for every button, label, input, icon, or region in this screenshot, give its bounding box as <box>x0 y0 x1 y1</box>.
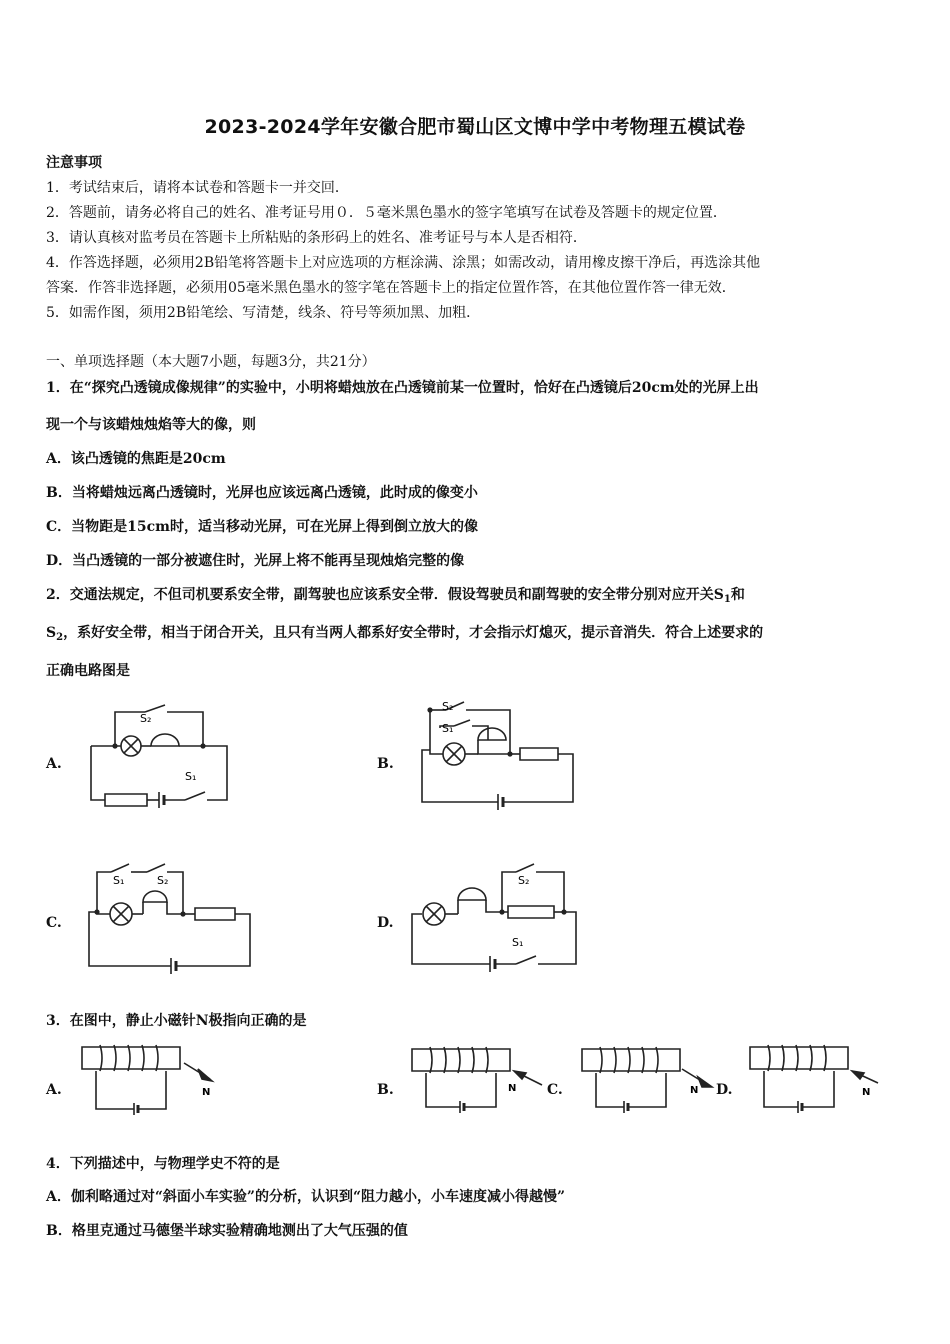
q2-sub-1: 1 <box>723 594 731 605</box>
notice-item: 3．请认真核对监考员在答题卡上所粘贴的条形码上的姓名、准考证号与本人是否相符． <box>46 230 587 246</box>
q2-label-c: C. <box>46 915 62 931</box>
switch-label-s2: S₂ <box>140 712 152 725</box>
q3-label-d: D. <box>716 1082 733 1098</box>
q3-stem: 3．在图中，静止小磁针N极指向正确的是 <box>46 1013 307 1029</box>
switch-label-s1: S₁ <box>185 770 197 783</box>
q1-stem: 1．在“探究凸透镜成像规律”的实验中，小明将蜡烛放在凸透镜前某一位置时，恰好在凸透镜后20cm处的光屏上出 <box>46 380 759 396</box>
needle-label: N <box>690 1085 699 1096</box>
q3-label-b: B. <box>377 1082 394 1098</box>
q2-stem-end: 正确电路图是 <box>46 663 130 679</box>
q3-label-a: A. <box>46 1082 62 1098</box>
q2-label-d: D. <box>377 915 394 931</box>
q3-label-c: C. <box>547 1082 563 1098</box>
q4-option-a: A．伽利略通过对“斜面小车实验”的分析，认识到“阻力越小，小车速度减小得越慢” <box>46 1189 566 1205</box>
switch-label-s1: S₁ <box>442 722 454 735</box>
q2-stem-and: 和 <box>730 587 745 603</box>
needle-label: N <box>862 1087 871 1098</box>
section-heading: 一、单项选择题（本大题7小题，每题3分，共21分） <box>46 354 376 370</box>
circuit-diagram-d <box>408 860 580 972</box>
q1-option-a: A．该凸透镜的焦距是20cm <box>46 451 226 467</box>
notice-item: 5．如需作图，须用2B铅笔绘、写清楚，线条、符号等须加黑、加粗． <box>46 305 481 321</box>
q2-stem-text: 2．交通法规定，不但司机要系安全带，副驾驶也应该系安全带．假设驾驶员和副驾驶的安全带分别对应开关S <box>46 587 724 603</box>
solenoid-diagram-a <box>80 1043 220 1113</box>
notice-item: 1．考试结束后，请将本试卷和答题卡一并交回． <box>46 180 349 196</box>
switch-label-s2: S₂ <box>518 874 530 887</box>
notice-item: 4．作答选择题，必须用2B铅笔将答题卡上对应选项的方框涂满、涂黑；如需改动，请用橡皮擦干净后，再选涂其他 <box>46 255 761 271</box>
switch-label-s1: S₁ <box>113 874 125 887</box>
circuit-diagram-a <box>85 700 235 810</box>
q2-label-a: A. <box>46 756 62 772</box>
switch-label-s2: S₂ <box>157 874 169 887</box>
q2-stem-text2: ，系好安全带，相当于闭合开关，且只有当两人都系好安全带时，才会指示灯熄灭，提示音消失．符合上述要求的 <box>63 625 764 641</box>
needle-label: N <box>508 1083 517 1094</box>
notice-heading: 注意事项 <box>46 155 102 171</box>
q2-sub-2: 2 <box>56 632 64 643</box>
solenoid-diagram-d <box>748 1043 888 1113</box>
notice-item: 答案．作答非选择题，必须用05毫米黑色墨水的签字笔在答题卡上的指定位置作答，在其他位置作答一律无效． <box>46 280 736 296</box>
switch-label-s2: S₂ <box>442 700 454 713</box>
circuit-diagram-b <box>418 690 578 810</box>
solenoid-diagram-b <box>410 1045 550 1115</box>
q1-option-d: D．当凸透镜的一部分被遮住时，光屏上将不能再呈现烛焰完整的像 <box>46 553 465 569</box>
q1-option-b: B．当将蜡烛远离凸透镜时，光屏也应该远离凸透镜，此时成的像变小 <box>46 485 478 501</box>
q4-stem: 4．下列描述中，与物理学史不符的是 <box>46 1156 280 1172</box>
page-title: 2023-2024学年安徽合肥市蜀山区文博中学中考物理五模试卷 <box>204 116 746 138</box>
q2-label-b: B. <box>377 756 394 772</box>
solenoid-diagram-c <box>580 1045 720 1115</box>
q2-s2: S <box>46 625 57 641</box>
notice-item: 2．答题前，请务必将自己的姓名、准考证号用０．５毫米黑色墨水的签字笔填写在试卷及答题卡的规定位置． <box>46 205 727 221</box>
q1-stem-cont: 现一个与该蜡烛烛焰等大的像，则 <box>46 417 256 433</box>
needle-label: N <box>202 1087 211 1098</box>
q4-option-b: B．格里克通过马德堡半球实验精确地测出了大气压强的值 <box>46 1223 408 1239</box>
q1-option-c: C．当物距是15cm时，适当移动光屏，可在光屏上得到倒立放大的像 <box>46 519 478 535</box>
switch-label-s1: S₁ <box>512 936 524 949</box>
q2-stem-cont <box>46 622 763 642</box>
circuit-diagram-c <box>85 862 255 972</box>
q2-stem <box>46 584 745 604</box>
